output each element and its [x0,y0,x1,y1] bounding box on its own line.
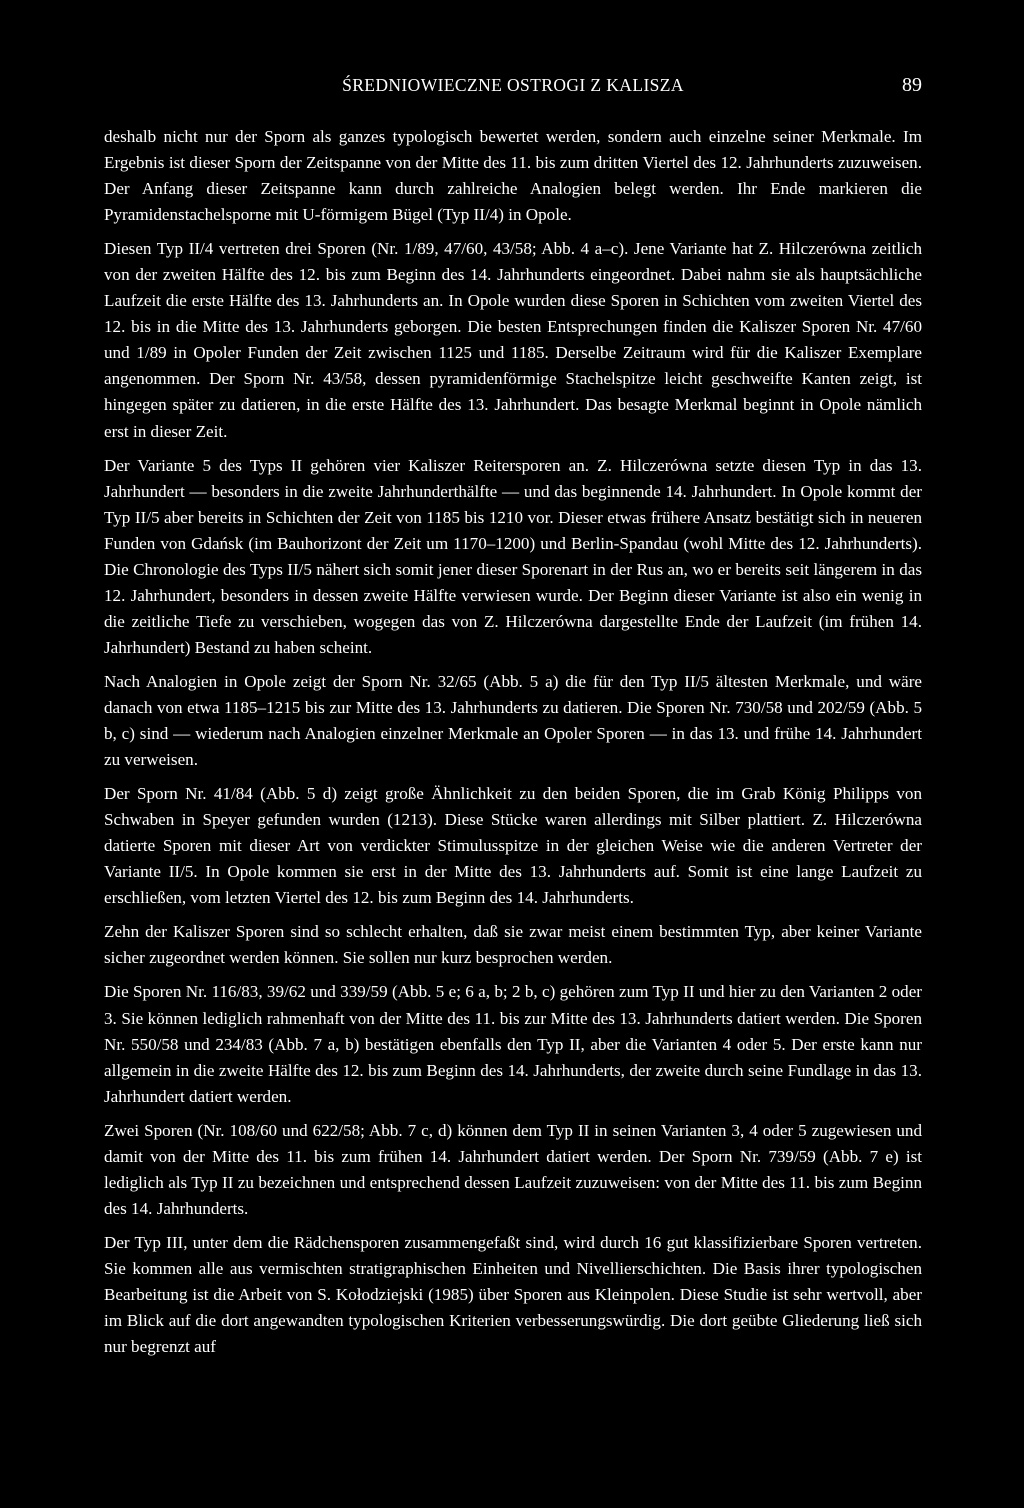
running-title: ŚREDNIOWIECZNE OSTROGI Z KALISZA [342,75,684,95]
paragraph-6: Zehn der Kaliszer Sporen sind so schlecht erhalten, daß sie zwar meist einem bestimmten Typ, aber keiner Variante sicher zugeordnet werden können. Sie sollen nur kurz besprochen werden. [104,922,922,968]
page-number: 89 [902,74,922,96]
page-header [104,72,922,98]
paragraph-7: Die Sporen Nr. 116/83, 39/62 und 339/59 (Abb. 5 e; 6 a, b; 2 b, c) gehören zum Typ II und hier zu den Varianten 2 oder 3. Sie können lediglich rahmenhaft von der Mitte des 11. bis zur Mitte des 13. Jahrhunderts datiert werden. Die Sporen Nr. 550/58 und 234/83 (Abb. 7 a, b) bestätigen ebenfalls den Typ II, aber die Varianten 4 oder 5. Der erste kann nur allgemein in die zweite Hälfte des 12. bis zum Beginn des 14. Jahrhunderts, der zweite durch seine Fundlage in das 13. Jahrhundert datiert werden. [104,982,922,1106]
paragraph-8: Zwei Sporen (Nr. 108/60 und 622/58; Abb. 7 c, d) können dem Typ II in seinen Varianten 3, 4 oder 5 zugewiesen und damit von der Mitte des 11. bis zum frühen 14. Jahrhundert datiert werden. Der Sporn Nr. 739/59 (Abb. 7 e) ist lediglich als Typ II zu bezeichnen und entsprechend dessen Laufzeit zuzuweisen: von der Mitte des 11. bis zum Beginn des 14. Jahrhunderts. [104,1120,922,1218]
paragraph-1: deshalb nicht nur der Sporn als ganzes typologisch bewertet werden, sondern auch einzelne seiner Merkmale. Im Ergebnis ist dieser Sporn der Zeitspanne von der Mitte des 11. bis zum dritten Viertel des 12. Jahrhunderts zuzuweisen. Der Anfang dieser Zeitspanne kann durch zahlreiche Analogien belegt werden. Ihr Ende markieren die Pyramidenstachelsporne mit U-förmigem Bügel (Typ II/4) in Opole. [104,127,922,225]
paragraph-4: Nach Analogien in Opole zeigt der Sporn Nr. 32/65 (Abb. 5 a) die für den Typ II/5 ältesten Merkmale, und wäre danach von etwa 1185–1215 bis zur Mitte des 13. Jahrhunderts zu datieren. Die Sporen Nr. 730/58 und 202/59 (Abb. 5 b, c) sind — wiederum nach Analogien einzelner Merkmale an Opoler Sporen — in das 13. und frühe 14. Jahrhundert zu verweisen. [104,671,922,770]
paragraph-2: Diesen Typ II/4 vertreten drei Sporen (Nr. 1/89, 47/60, 43/58; Abb. 4 a–c). Jene Variante hat Z. Hilczerówna zeitlich von der zweiten Hälfte des 12. bis zum Beginn des 14. Jahrhunderts eingeordnet. Dabei nahm sie als hauptsächliche Laufzeit die erste Hälfte des 13. Jahrhunderts an. In Opole wurden diese Sporen in Schichten vom zweiten Viertel des 12. bis in die Mitte des 13. Jahrhunderts geborgen. Die besten Entsprechungen finden die Kaliszer Sporen Nr. 47/60 und 1/89 in Opoler Funden der Zeit zwischen 1125 und 1185. Derselbe Zeitraum wird für die Kaliszer Exemplare angenommen. Der Sporn Nr. 43/58, dessen pyramidenförmige Stachelspitze leicht geschweifte Kanten zeigt, ist hingegen später zu datieren, in die erste Hälfte des 13. Jahrhundert. Das besagte Merkmal beginnt in Opole nämlich erst in dieser Zeit. [104,239,922,441]
paragraph-3: Der Variante 5 des Typs II gehören vier Kaliszer Reitersporen an. Z. Hilczerówna setzte diesen Typ in das 13. Jahrhundert — besonders in die zweite Jahrhunderthälfte — und das beginnende 14. Jahrhundert. In Opole kommt der Typ II/5 aber bereits in Schichten der Zeit von 1185 bis 1210 vor. Dieser etwas frühere Ansatz bestätigt sich in neueren Funden von Gdańsk (im Bauhorizont der Zeit um 1170–1200) und Berlin-Spandau (wohl Mitte des 12. Jahrhunderts). Die Chronologie des Typs II/5 nähert sich somit jener dieser Sporenart in der Rus an, wo er bereits seit längerem in das 12. Jahrhundert, besonders in dessen zweite Hälfte verwiesen wurde. Der Beginn dieser Variante ist also ein wenig in die zeitliche Tiefe zu verschieben, wogegen das von Z. Hilczerówna dargestellte Ende der Laufzeit (im frühen 14. Jahrhundert) Bestand zu haben scheint. [104,455,922,657]
paragraph-9: Der Typ III, unter dem die Rädchensporen zusammengefaßt sind, wird durch 16 gut klassifizierbare Sporen vertreten. Sie kommen alle aus vermischten stratigraphischen Einheiten und Nivellierschichten. Die Basis ihrer typologischen Bearbeitung ist die Arbeit von S. Kołodziejski (1985) über Sporen aus Kleinpolen. Diese Studie ist sehr wertvoll, aber im Blick auf die dort angewandten typologischen Kriterien verbesserungswürdig. Die dort geübte Gliederung ließ sich nur begrenzt auf [104,1232,922,1357]
paragraph-5: Der Sporn Nr. 41/84 (Abb. 5 d) zeigt große Ähnlichkeit zu den beiden Sporen, die im Grab König Philipps von Schwaben in Speyer gefunden wurden (1213). Diese Stücke waren allerdings mit Silber plattiert. Z. Hilczerówna datierte Sporen mit dieser Art von verdickter Stimulusspitze in der gleichen Weise wie die anderen Vertreter der Variante II/5. In Opole kommen sie erst in der Mitte des 13. Jahrhunderts auf. Somit ist eine lange Laufzeit zu erschließen, vom letzten Viertel des 12. bis zum Beginn des 14. Jahrhunderts. [104,784,922,908]
text-body [104,124,922,1368]
